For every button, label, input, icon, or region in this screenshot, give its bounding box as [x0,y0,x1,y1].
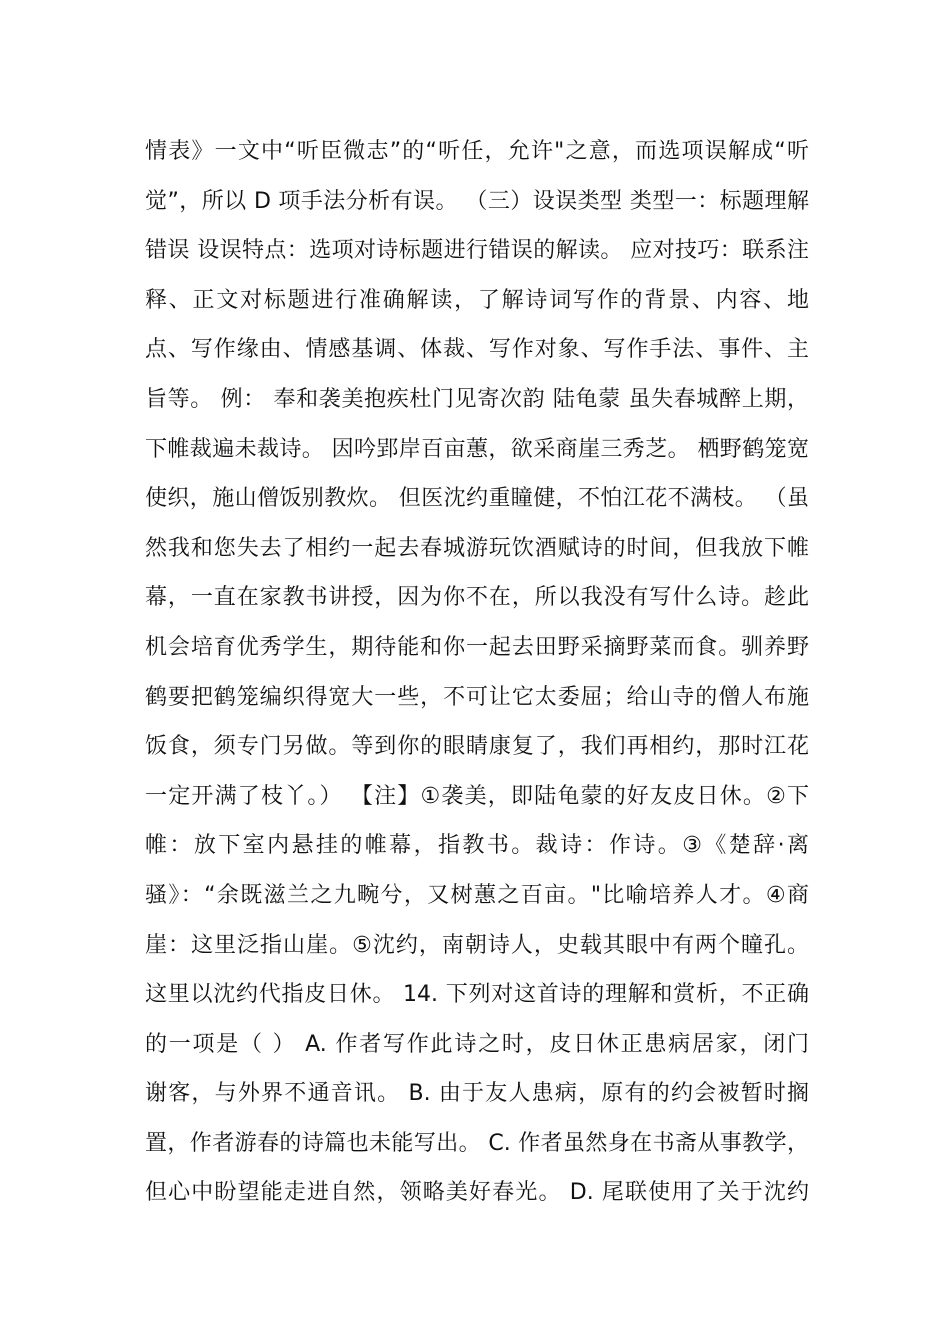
text-line-1: 情表》一文中“听臣微志”的“听任，允许"之意，而选项误解成“听 [145,139,809,164]
text-line-14: 一定开满了枝丫。） 【注】①袭美，即陆龟蒙的好友皮日休。②下 [145,783,809,809]
text-line-22: 但心中盼望能走进自然，领略美好春光。 D. 尾联使用了关于沈约 [145,1180,809,1206]
text-line-21: 置，作者游春的诗篇也未能写出。 C. 作者虽然身在书斋从事教学， [145,1130,809,1156]
text-line-18: 这里以沈约代指皮日休。 14. 下列对这首诗的理解和赏析，不正确 [145,982,809,1008]
text-line-17: 崖：这里泛指山崖。⑤沈约，南朝诗人，史载其眼中有两个瞳孔。 [145,932,809,958]
text-line-7: 下帷裁遍未裁诗。 因吟郢岸百亩蕙，欲采商崖三秀芝。 栖野鹤笼宽 [145,436,809,462]
body-text [145,127,809,1218]
text-line-19: 的一项是（ ） A. 作者写作此诗之时，皮日休正患病居家，闭门 [145,1031,809,1057]
text-line-13: 饭食，须专门另做。等到你的眼睛康复了，我们再相约，那时江花 [145,734,809,760]
text-line-15: 帷：放下室内悬挂的帷幕，指教书。裁诗：作诗。③《楚辞·离 [145,833,809,859]
text-line-9: 然我和您失去了相约一起去春城游玩饮酒赋诗的时间，但我放下帷 [145,535,809,561]
text-line-5: 点、写作缘由、情感基调、体裁、写作对象、写作手法、事件、主 [145,337,809,363]
text-line-8: 使织，施山僧饭别教炊。 但医沈约重瞳健，不怕江花不满枝。 （虽 [145,486,809,512]
text-line-6: 旨等。 例： 奉和袭美抱疾杜门见寄次韵 陆龟蒙 虽失春城醉上期， [145,386,809,412]
text-line-12: 鹤要把鹤笼编织得宽大一些，不可让它太委屈；给山寺的僧人布施 [145,684,809,710]
text-line-10: 幕，一直在家教书讲授，因为你不在，所以我没有写什么诗。趁此 [145,585,809,611]
text-line-4: 释、正文对标题进行准确解读，了解诗词写作的背景、内容、地 [145,287,809,313]
text-line-3: 错误 设误特点：选项对诗标题进行错误的解读。 应对技巧：联系注 [145,238,809,264]
text-line-11: 机会培育优秀学生，期待能和你一起去田野采摘野菜而食。驯养野 [145,634,809,660]
text-line-20: 谢客，与外界不通音讯。 B. 由于友人患病，原有的约会被暂时搁 [145,1081,809,1107]
text-line-2: 觉”，所以 D 项手法分析有误。 （三）设误类型 类型一：标题理解 [145,188,809,214]
text-line-16: 骚》：“余既滋兰之九畹兮，又树蕙之百亩。"比喻培养人才。④商 [145,882,809,908]
